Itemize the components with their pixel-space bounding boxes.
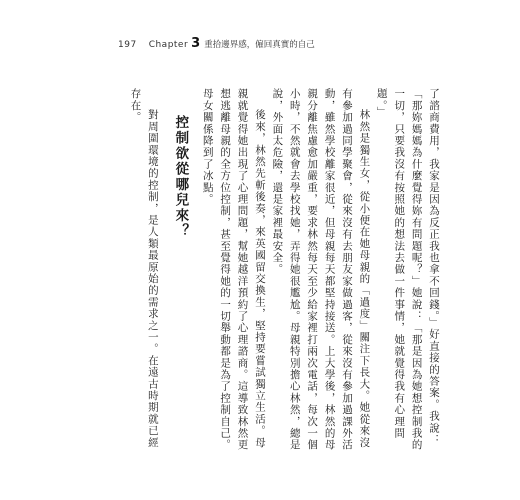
paragraph-3: 後來，林然先斬後奏，來英國留交換生，堅持要嘗試獨立生活。母親就覺得她出現了心理問題，幫她越洋預約了心理諮商。這導致林然更想逃離母親的全方位控制，甚至覺得她的一切舉動都是為了控制自己。母女關係降到了冰點。	[201, 88, 266, 451]
vertical-text-block	[112, 88, 442, 458]
paragraph-1: 了諮商費用，我家是因為反正我也拿不回錢。」好直接的答案。我說：「那妳媽媽為什麼覺得妳有問題呢？」她說：「那是因為她想控制我的一切，只要我沒有按照她的想法去做一件事情，她就覺得我有心理問題。」	[375, 88, 440, 451]
chapter-number: 3	[191, 36, 201, 51]
page-header	[118, 36, 315, 51]
paragraph-4: 對周圍環境的控制，是人類最原始的需求之一。在遠古時期就已經存在。	[129, 88, 159, 449]
chapter-label: Chapter	[148, 40, 189, 50]
section-heading: 控制欲從哪兒來？	[172, 115, 189, 239]
paragraph-2: 林然是獨生女，從小便在她母親的「過度」關注下長大。她從來沒有參加過同學聚會，從來沒有去朋友家做過客，從來沒有參加過課外活動，雖然學校離家很近，但母親每天都堅持接送。上大學後，林然的母親分離焦慮愈加嚴重，要求林然每天至少給家裡打兩次電話，每次一個小時，不然就會去學校找她，弄得她很尷尬。母親特別擔心林然，總是說，外面太危險，還是家裡最安全。	[271, 88, 371, 451]
chapter-title: 重拾邊界感，僱回真實的自己	[204, 40, 315, 50]
page-number: 197	[118, 40, 137, 50]
